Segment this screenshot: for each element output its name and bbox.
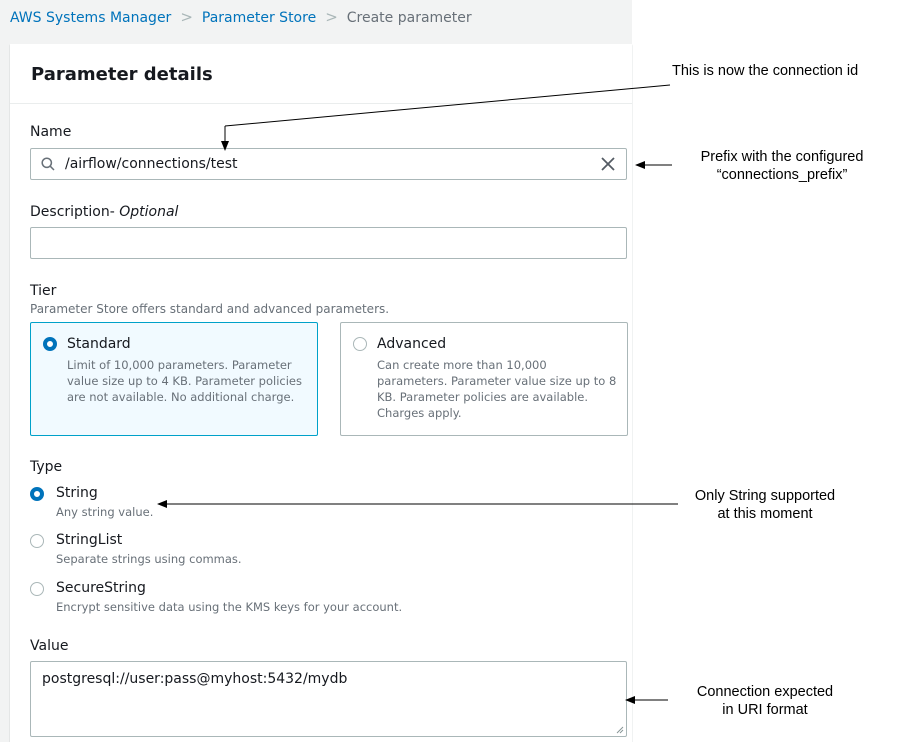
type-label: Type	[30, 459, 63, 475]
type-option-title: SecureString	[56, 580, 146, 596]
parameter-details-panel	[10, 44, 632, 742]
breadcrumb-current: Create parameter	[346, 10, 472, 26]
type-option-desc: Separate strings using commas.	[56, 552, 242, 566]
name-input[interactable]	[30, 148, 627, 180]
annotation-connection-id: This is now the connection id	[672, 63, 859, 79]
radio-unselected-icon	[30, 534, 44, 548]
tier-option-title: Advanced	[377, 336, 447, 352]
radio-unselected-icon	[353, 337, 367, 351]
tier-label: Tier	[30, 283, 57, 299]
value-textarea[interactable]	[30, 661, 627, 737]
breadcrumb-link-systems-manager[interactable]: AWS Systems Manager	[10, 10, 172, 26]
tier-option-desc: Can create more than 10,000 parameters. Parameter value size up to 8 KB. Parameter policies are available. Charges apply.	[377, 358, 617, 420]
annotation-uri	[680, 683, 850, 719]
breadcrumb	[10, 8, 472, 26]
tier-option-advanced[interactable]	[340, 322, 628, 436]
annotation-prefix	[672, 148, 892, 184]
chevron-right-icon: >	[325, 8, 338, 26]
name-label: Name	[30, 124, 72, 140]
annotation-string-line2: at this moment	[717, 506, 813, 522]
annotation-prefix-line2: “connections_prefix”	[716, 167, 848, 183]
annotation-string-line1: Only String supported	[694, 488, 836, 504]
tier-help-text: Parameter Store offers standard and advanced parameters.	[30, 302, 390, 316]
name-input-value: /airflow/connections/test	[65, 156, 238, 172]
panel-title: Parameter details	[10, 44, 632, 104]
breadcrumb-link-parameter-store[interactable]: Parameter Store	[201, 10, 317, 26]
radio-unselected-icon	[30, 582, 44, 596]
description-input[interactable]	[30, 227, 627, 259]
search-icon	[41, 157, 55, 171]
clear-icon[interactable]	[600, 156, 616, 172]
value-label: Value	[30, 638, 69, 654]
tier-option-desc: Limit of 10,000 parameters. Parameter value size up to 4 KB. Parameter policies are not available. No additional charge.	[67, 358, 302, 404]
type-option-desc: Any string value.	[56, 505, 154, 519]
radio-selected-icon	[43, 337, 57, 351]
annotation-uri-line1: Connection expected	[696, 684, 834, 700]
annotation-uri-line2: in URI format	[722, 702, 808, 718]
tier-option-title: Standard	[67, 336, 131, 352]
resize-grip-icon[interactable]	[616, 726, 624, 734]
optional-label: Optional	[119, 204, 179, 220]
annotation-prefix-line1: Prefix with the configured	[700, 149, 864, 165]
tier-option-standard[interactable]	[30, 322, 318, 436]
annotation-string	[680, 487, 850, 523]
radio-selected-icon	[30, 487, 44, 501]
type-option-title: String	[56, 485, 98, 501]
type-option-title: StringList	[56, 532, 123, 548]
value-textarea-text: postgresql://user:pass@myhost:5432/mydb	[42, 671, 348, 687]
description-label-text: Description-	[30, 204, 115, 220]
description-label	[30, 204, 178, 220]
chevron-right-icon: >	[180, 8, 193, 26]
type-option-desc: Encrypt sensitive data using the KMS keys for your account.	[56, 600, 403, 614]
